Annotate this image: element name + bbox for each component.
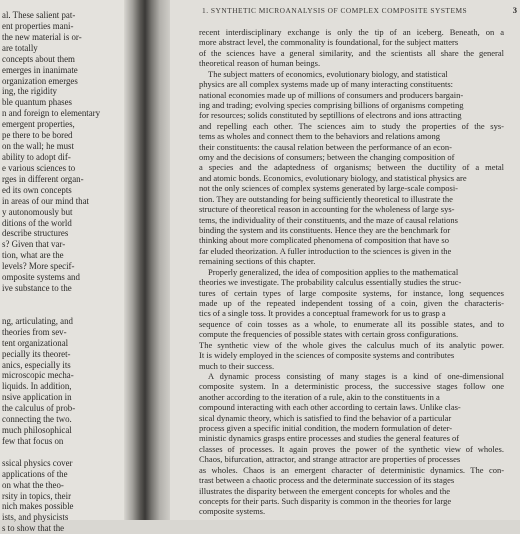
left-page-line: y autonomously but [2, 206, 73, 217]
running-head: 1. SYNTHETIC MICROANALYSIS OF COMPLEX COMPOSITE SYSTEMS [202, 6, 468, 15]
right-page-line: national economies made up of millions of consumers and producers bargain- [199, 89, 464, 100]
right-page-line: theoretical reason of human beings. [199, 58, 321, 69]
left-page-line: theories from sev- [2, 326, 67, 337]
right-page-line: sical dynamic theory, which is satisfied to find the behavior of a particular [199, 412, 452, 423]
right-page-line: theories we investigate. The probability calculus essentially studies the struc- [199, 277, 462, 288]
left-page-line: the new material is or- [2, 31, 82, 42]
right-page-line: and repelling each other. The sciences aim to study the properties of the sys- [199, 120, 504, 131]
left-page-line: tent organizational [2, 337, 69, 348]
left-page-line: concepts about them [2, 53, 75, 64]
left-page-line: describe structures [2, 228, 69, 239]
left-page-line: ssical physics cover [2, 457, 73, 468]
right-page-line: Properly generalized, the idea of composition applies to the mathematical [208, 266, 459, 277]
right-page-line: for resources; solids constituted by septillions of electrons and ions attracting [199, 110, 462, 121]
right-page-line: structure of theoretical reason in accounting for the wholeness of large sys- [199, 204, 455, 215]
right-page-line: composite systems. [199, 506, 266, 517]
right-page-line: process given a specific initial condition, the modern formulation of deter- [199, 423, 453, 434]
right-page-line: of the sciences have a general similarity, and the scientists all share the general [199, 47, 504, 58]
left-page-line: pecially its theoret- [2, 348, 71, 359]
right-page-line: compute the frequencies of possible states with certain gross configurations. [199, 329, 459, 340]
right-page-line: The synthetic view of the whole gives the calculus much of its analytic power. [199, 339, 504, 350]
right-page-line: ing and trading; evolving species comprising billions of organisms competing [199, 99, 464, 110]
left-page-line: connecting the two. [2, 414, 72, 425]
left-page-line: in areas of our mind that [2, 195, 89, 206]
left-page-line: ble quantum phases [2, 97, 72, 108]
right-page-line: more abstract level, the commonality is foundational, for the subject matters [199, 37, 459, 48]
right-page-line: remaining sections of this chapter. [199, 256, 316, 267]
left-page-line: ing, the rigidity [2, 86, 57, 97]
left-page-line: levels? More specif- [2, 261, 75, 272]
right-page-line: much to their success. [199, 360, 275, 371]
right-page-line: illustrates the disparity between the emergent concepts for wholes and the [199, 485, 450, 496]
left-page-line: e various sciences to [2, 162, 76, 173]
right-page-line: classes of processes. It again proves the power of the synthetic view of wholes. [199, 443, 504, 454]
right-page-line: far eluded theorization. A fuller introduction to the sciences is given in the [199, 245, 452, 256]
left-page-line: ditions of the world [2, 217, 72, 228]
left-page-line: rges in different organ- [2, 173, 84, 184]
right-page-line: thinking about more complicated phenomena of composition that have so [199, 235, 449, 246]
right-page-line: another according to the iteration of a rule, akin to the constituents in a [199, 391, 440, 402]
left-page-line: ists, and physicists [2, 512, 69, 523]
left-page-line: omposite systems and [2, 272, 80, 283]
right-page-line: Chaos, bifurcation, attractor, and strange attractor are properties of processes [199, 454, 461, 465]
left-page-line: ng, articulating, and [2, 315, 73, 326]
left-page-line: nsive application in [2, 392, 72, 403]
right-page-line: composite system. In a deterministic process, the successive stages follow one [199, 381, 504, 392]
left-page-line: on what the theo- [2, 479, 64, 490]
right-page-line: It is widely employed in the sciences of composite systems and contributes [199, 350, 455, 361]
right-page-line: not the only sciences of complex systems generated by large-scale composi- [199, 183, 459, 194]
left-page-line: ent properties mani- [2, 20, 74, 31]
left-page-line: few that focus on [2, 435, 64, 446]
left-page-line: on the wall; he must [2, 141, 74, 152]
right-page-line: recent interdisciplinary exchange is only the tip of an iceberg. Beneath, on a [199, 27, 504, 37]
left-page-line: al. These salient pat- [2, 10, 76, 20]
left-page [0, 0, 128, 534]
right-page-line: as wholes. Chaos is an emergent character of deterministic dynamics. The con- [199, 464, 505, 475]
left-page-line: pe there to be bored [2, 130, 73, 141]
page-number: 3 [512, 5, 517, 15]
right-page-line: tures of certain types of large composite systems, for instance, long sequences [199, 287, 504, 298]
right-page-line: and atomic bonds. Economics, evolutionary biology, and statistical physics are [199, 172, 467, 183]
right-page-line: compound interacting with each other according to certain laws. Unlike clas- [199, 402, 461, 413]
left-page-line: liquids. In addition, [2, 381, 72, 392]
right-page [170, 0, 520, 520]
left-page-line: s? Given that var- [2, 239, 66, 250]
right-page-line: ministic dynamics grasps entire processes and studies the general features of [199, 433, 460, 444]
left-page-line: are totally [2, 42, 38, 53]
left-page-line: emergent properties, [2, 119, 75, 130]
right-page-line: physics are all complex systems made up of many interacting constituents: [199, 79, 453, 90]
left-page-line: ive substance to the [2, 283, 72, 294]
left-page-line: ed its own concepts [2, 184, 72, 195]
left-page-line: emerges in inanimate [2, 64, 78, 75]
right-page-line: concepts for their parts. Such disparity is common in the theories for large [199, 495, 452, 506]
left-page-line: anics, especially its [2, 359, 71, 370]
right-page-line: sequence of coin tosses as a whole, to enumerate all its possible states, and to [199, 318, 504, 329]
right-page-line: tion. They are outstanding for being sufficiently theoretical to illustrate the [199, 193, 453, 204]
right-page-line: A dynamic process consisting of many stages is a kind of one-dimensional [208, 370, 504, 381]
left-page-line: applications of the [2, 468, 68, 479]
left-page-line: s to show that the [2, 523, 65, 534]
left-page-line: much philosophical [2, 425, 72, 436]
right-page-line: The subject matters of economics, evolutionary biology, and statistical [208, 68, 448, 79]
right-page-line: omy and the decisions of consumers; between the changing composition of [199, 152, 455, 163]
left-page-line: ability to adopt dif- [2, 151, 71, 162]
left-page-line: microscopic mecha- [2, 370, 74, 381]
right-page-line: a species and the adaptedness of organisms; between the ductility of a metal [199, 162, 504, 173]
right-page-line: tems as wholes and connect them to the behaviors and relations among [199, 131, 441, 142]
right-page-line: tems, the individuality of their constituents, and the maze of causal relations [199, 214, 458, 225]
right-page-line: trast between a chaotic process and the determinate succession of its stages [199, 475, 455, 486]
left-page-line: tion, what are the [2, 250, 64, 261]
left-page-line: rsity in topics, their [2, 490, 72, 501]
right-page-line: their constituents: the causal relation between the performance of an econ- [199, 141, 453, 152]
left-page-line: organization emerges [2, 75, 78, 86]
right-page-line: binding the system and its constituents. Hence they are the benchmark for [199, 225, 451, 236]
left-page-line: n and foreign to elementary [2, 108, 101, 119]
right-page-line: made up of the repeated independent tossing of a coin, given the characteris- [199, 297, 504, 308]
left-page-line: nich makes possible [2, 501, 74, 512]
right-page-line: tics of a single toss. It provides a conceptual framework for us to grasp a [199, 308, 446, 319]
right-page-text [199, 27, 504, 517]
left-page-line: the calculus of prob- [2, 403, 76, 414]
